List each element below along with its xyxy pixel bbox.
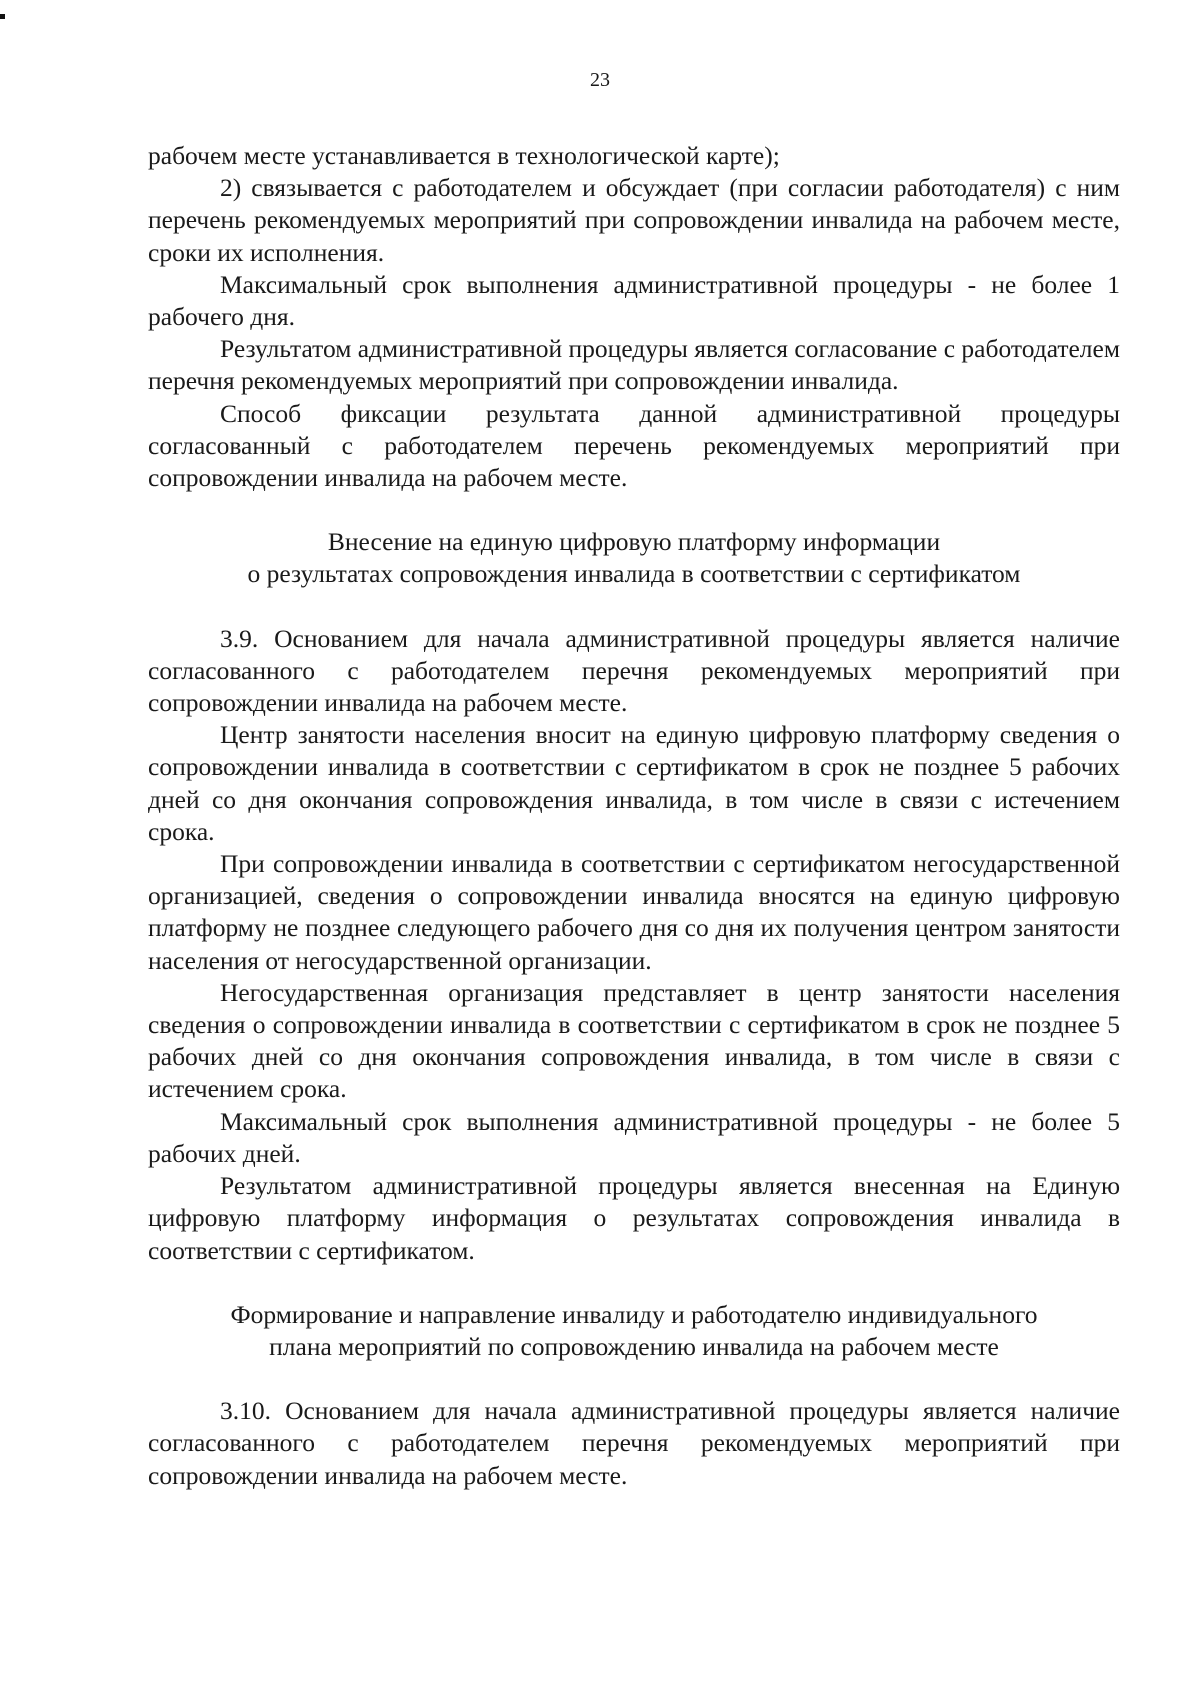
scan-artifact-mark <box>0 14 5 19</box>
paragraph: Способ фиксации результата данной административной процедуры согласованный с работодателем перечень рекомендуемых мероприятий при сопровождении инвалида на рабочем месте. <box>148 398 1120 493</box>
paragraph: Центр занятости населения вносит на единую цифровую платформу сведения о сопровождении инвалида в соответствии с сертификатом в срок не позднее 5 рабочих дней со дня окончания сопровождения инвалида, в том числе в связи с истечением срока. <box>148 720 1120 846</box>
section-heading-line: плана мероприятий по сопровождению инвалида на рабочем месте <box>269 1331 999 1361</box>
section-heading-line: о результатах сопровождения инвалида в соответствии с сертификатом <box>247 559 1021 589</box>
paragraph: рабочем месте устанавливается в технологической карте); <box>148 141 780 170</box>
paragraph: Негосударственная организация представляет в центр занятости населения сведения о сопровождении инвалида в соответствии с сертификатом в срок не позднее 5 рабочих дней со дня окончания сопровождения инвалида, в том числе в связи с истечением срока. <box>148 977 1120 1104</box>
paragraph: 3.10. Основанием для начала административной процедуры является наличие согласованного с работодателем перечня рекомендуемых мероприятий при сопровождении инвалида на рабочем месте. <box>148 1396 1120 1490</box>
section-heading-line: Формирование и направление инвалиду и работодателю индивидуального <box>230 1299 1038 1329</box>
paragraph: Максимальный срок выполнения административной процедуры - не более 1 рабочего дня. <box>148 269 1120 332</box>
paragraph: 2) связывается с работодателем и обсуждает (при согласии работодателя) с ним перечень рекомендуемых мероприятий при сопровождении инвалида на рабочем месте, сроки их исполнения. <box>148 173 1120 267</box>
page-number: 23 <box>590 69 610 91</box>
section-heading-line: Внесение на единую цифровую платформу информации <box>327 527 941 557</box>
paragraph: Результатом административной процедуры является внесенная на Единую цифровую платформу информация о результатах сопровождения инвалида в соответствии с сертификатом. <box>148 1171 1120 1265</box>
paragraph: При сопровождении инвалида в соответствии с сертификатом негосударственной организацией, сведения о сопровождении инвалида вносятся на единую цифровую платформу не позднее следующего рабочего дня со дня их получения центром занятости населения от негосударственной организации. <box>148 849 1120 975</box>
paragraph: Результатом административной процедуры является согласование с работодателем перечня рекомендуемых мероприятий при сопровождении инвалида. <box>148 334 1120 396</box>
section-heading <box>148 526 1120 590</box>
document-body <box>148 140 1120 1492</box>
paragraph: 3.9. Основанием для начала административной процедуры является наличие согласованного с работодателем перечня рекомендуемых мероприятий при сопровождении инвалида на рабочем месте. <box>148 623 1120 718</box>
section-heading <box>148 1299 1120 1363</box>
paragraph: Максимальный срок выполнения административной процедуры - не более 5 рабочих дней. <box>148 1106 1120 1168</box>
